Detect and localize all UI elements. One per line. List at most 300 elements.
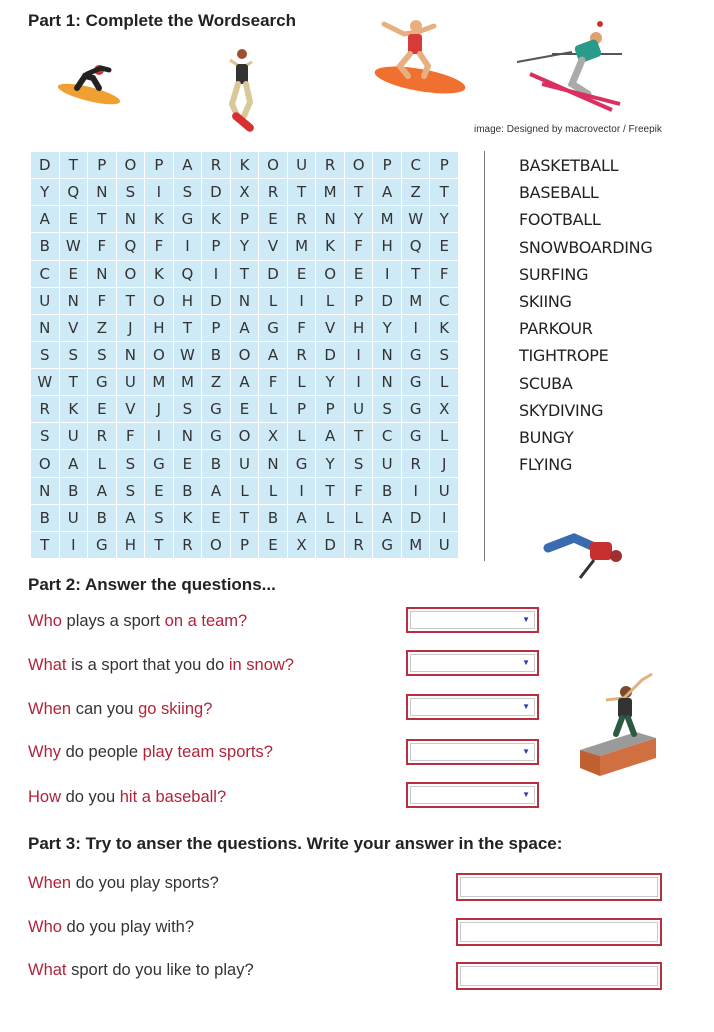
grid-cell: M xyxy=(402,288,430,314)
grid-cell: I xyxy=(430,505,458,531)
grid-cell: I xyxy=(145,179,173,205)
part1-title: Part 1: Complete the Wordsearch xyxy=(28,11,296,30)
answer-input-3[interactable] xyxy=(456,962,662,990)
word-item: SKYDIVING xyxy=(519,400,604,420)
grid-cell: T xyxy=(88,206,116,232)
answer-dropdown-4[interactable] xyxy=(406,739,539,765)
grid-cell: S xyxy=(60,342,88,368)
grid-cell: W xyxy=(402,206,430,232)
skier-icon xyxy=(512,14,624,114)
grid-cell: N xyxy=(117,342,145,368)
grid-cell: E xyxy=(145,478,173,504)
grid-cell: G xyxy=(402,369,430,395)
chevron-down-icon[interactable]: ▼ xyxy=(522,615,530,624)
grid-cell: E xyxy=(60,206,88,232)
grid-cell: A xyxy=(60,450,88,476)
grid-cell: J xyxy=(117,315,145,341)
grid-cell: V xyxy=(117,396,145,422)
grid-cell: G xyxy=(288,450,316,476)
grid-cell: U xyxy=(430,478,458,504)
question-text: can you xyxy=(71,700,139,718)
grid-cell: N xyxy=(88,261,116,287)
grid-cell: C xyxy=(31,261,59,287)
text-field[interactable] xyxy=(460,966,658,986)
grid-cell: Z xyxy=(202,369,230,395)
word-item: TIGHTROPE xyxy=(519,346,609,366)
question-word: What xyxy=(28,656,67,674)
grid-cell: R xyxy=(288,342,316,368)
grid-cell: D xyxy=(316,532,344,558)
grid-cell: O xyxy=(316,261,344,287)
question-word: What xyxy=(28,961,67,979)
question-text: sport do you like to play? xyxy=(66,961,254,979)
grid-cell: H xyxy=(145,315,173,341)
grid-cell: W xyxy=(60,233,88,259)
grid-cell: K xyxy=(316,233,344,259)
grid-cell: Z xyxy=(88,315,116,341)
grid-cell: B xyxy=(31,233,59,259)
grid-cell: B xyxy=(174,478,202,504)
grid-cell: M xyxy=(373,206,401,232)
grid-cell: H xyxy=(373,233,401,259)
grid-cell: Q xyxy=(60,179,88,205)
word-item: BASEBALL xyxy=(519,183,599,203)
dropdown-field[interactable] xyxy=(410,698,535,716)
grid-cell: I xyxy=(174,233,202,259)
grid-cell: L xyxy=(88,450,116,476)
grid-cell: J xyxy=(430,450,458,476)
grid-cell: T xyxy=(231,261,259,287)
grid-cell: G xyxy=(174,206,202,232)
question-3 xyxy=(28,700,212,719)
grid-cell: O xyxy=(202,532,230,558)
grid-cell: M xyxy=(174,369,202,395)
grid-cell: I xyxy=(345,342,373,368)
grid-cell: L xyxy=(288,423,316,449)
grid-cell: U xyxy=(60,423,88,449)
answer-input-2[interactable] xyxy=(456,918,662,946)
grid-cell: P xyxy=(430,152,458,178)
breakdancer-icon xyxy=(544,524,626,580)
grid-cell: B xyxy=(373,478,401,504)
grid-cell: N xyxy=(174,423,202,449)
grid-cell: E xyxy=(231,396,259,422)
grid-cell: L xyxy=(430,423,458,449)
grid-cell: G xyxy=(402,396,430,422)
grid-cell: U xyxy=(373,450,401,476)
grid-cell: S xyxy=(31,342,59,368)
grid-cell: V xyxy=(60,315,88,341)
grid-cell: U xyxy=(231,450,259,476)
grid-cell: S xyxy=(345,450,373,476)
grid-cell: F xyxy=(145,233,173,259)
grid-cell: R xyxy=(288,206,316,232)
grid-cell: J xyxy=(145,396,173,422)
grid-cell: U xyxy=(430,532,458,558)
grid-cell: N xyxy=(259,450,287,476)
grid-cell: A xyxy=(373,505,401,531)
grid-cell: I xyxy=(402,478,430,504)
grid-cell: E xyxy=(259,206,287,232)
grid-cell: Y xyxy=(373,315,401,341)
chevron-down-icon[interactable]: ▼ xyxy=(522,790,530,799)
grid-cell: U xyxy=(60,505,88,531)
grid-cell: T xyxy=(174,315,202,341)
grid-cell: S xyxy=(145,505,173,531)
question-5 xyxy=(28,788,226,807)
grid-cell: A xyxy=(202,478,230,504)
grid-cell: E xyxy=(288,261,316,287)
grid-cell: B xyxy=(202,342,230,368)
question-focus: on a team? xyxy=(164,612,248,630)
grid-cell: X xyxy=(231,179,259,205)
answer-dropdown-2[interactable] xyxy=(406,650,539,676)
grid-cell: O xyxy=(117,152,145,178)
grid-cell: P xyxy=(231,206,259,232)
skateboarder-icon xyxy=(218,46,262,134)
grid-cell: W xyxy=(174,342,202,368)
grid-cell: B xyxy=(202,450,230,476)
grid-cell: P xyxy=(345,288,373,314)
grid-cell: Y xyxy=(316,450,344,476)
dropdown-field[interactable] xyxy=(410,611,535,629)
grid-cell: O xyxy=(145,288,173,314)
grid-cell: D xyxy=(402,505,430,531)
grid-cell: K xyxy=(60,396,88,422)
open-question-2 xyxy=(28,918,194,937)
grid-cell: S xyxy=(174,179,202,205)
grid-cell: I xyxy=(145,423,173,449)
grid-cell: R xyxy=(402,450,430,476)
grid-cell: O xyxy=(31,450,59,476)
grid-cell: N xyxy=(31,478,59,504)
grid-cell: N xyxy=(31,315,59,341)
grid-cell: S xyxy=(430,342,458,368)
grid-cell: T xyxy=(31,532,59,558)
grid-cell: N xyxy=(117,206,145,232)
grid-cell: D xyxy=(259,261,287,287)
grid-cell: G xyxy=(373,532,401,558)
grid-cell: A xyxy=(174,152,202,178)
grid-cell: D xyxy=(316,342,344,368)
dropdown-field[interactable] xyxy=(410,786,535,804)
question-word: Why xyxy=(28,743,61,761)
grid-cell: R xyxy=(259,179,287,205)
grid-cell: C xyxy=(430,288,458,314)
grid-cell: T xyxy=(430,179,458,205)
grid-cell: D xyxy=(373,288,401,314)
grid-cell: G xyxy=(88,532,116,558)
grid-cell: E xyxy=(430,233,458,259)
grid-cell: S xyxy=(373,396,401,422)
grid-cell: T xyxy=(402,261,430,287)
part3-title: Part 3: Try to anser the questions. Write your answer in the space: xyxy=(28,834,563,853)
grid-cell: K xyxy=(430,315,458,341)
grid-cell: A xyxy=(231,315,259,341)
grid-cell: S xyxy=(174,396,202,422)
grid-cell: A xyxy=(373,179,401,205)
open-question-3 xyxy=(28,961,254,980)
grid-cell: I xyxy=(288,478,316,504)
grid-cell: F xyxy=(345,478,373,504)
dropdown-field[interactable] xyxy=(410,654,535,672)
grid-cell: L xyxy=(259,288,287,314)
grid-cell: O xyxy=(259,152,287,178)
grid-cell: O xyxy=(231,342,259,368)
question-word: When xyxy=(28,874,72,892)
grid-cell: T xyxy=(316,478,344,504)
grid-cell: F xyxy=(345,233,373,259)
chevron-down-icon[interactable]: ▼ xyxy=(522,747,530,756)
text-field[interactable] xyxy=(460,922,658,942)
grid-cell: R xyxy=(202,152,230,178)
grid-cell: G xyxy=(259,315,287,341)
grid-cell: P xyxy=(316,396,344,422)
grid-cell: I xyxy=(345,369,373,395)
grid-cell: G xyxy=(145,450,173,476)
grid-cell: L xyxy=(316,288,344,314)
grid-cell: N xyxy=(60,288,88,314)
grid-cell: T xyxy=(145,532,173,558)
grid-cell: N xyxy=(373,369,401,395)
grid-cell: K xyxy=(145,261,173,287)
grid-cell: Q xyxy=(117,233,145,259)
divider xyxy=(484,151,485,561)
grid-cell: P xyxy=(202,315,230,341)
grid-cell: N xyxy=(316,206,344,232)
grid-cell: D xyxy=(31,152,59,178)
grid-cell: N xyxy=(231,288,259,314)
grid-cell: V xyxy=(316,315,344,341)
grid-cell: L xyxy=(316,505,344,531)
dropdown-field[interactable] xyxy=(410,743,535,761)
grid-cell: K xyxy=(145,206,173,232)
part2-title: Part 2: Answer the questions... xyxy=(28,575,276,594)
open-question-1 xyxy=(28,874,219,893)
grid-cell: E xyxy=(60,261,88,287)
grid-cell: I xyxy=(60,532,88,558)
question-word: Who xyxy=(28,612,62,630)
answer-dropdown-5[interactable] xyxy=(406,782,539,808)
grid-cell: K xyxy=(174,505,202,531)
word-item: PARKOUR xyxy=(519,319,593,339)
grid-cell: S xyxy=(88,342,116,368)
grid-cell: P xyxy=(373,152,401,178)
grid-cell: L xyxy=(288,369,316,395)
grid-cell: E xyxy=(202,505,230,531)
grid-cell: D xyxy=(202,288,230,314)
grid-cell: Q xyxy=(174,261,202,287)
grid-cell: T xyxy=(288,179,316,205)
question-4 xyxy=(28,743,273,762)
grid-cell: N xyxy=(88,179,116,205)
text-field[interactable] xyxy=(460,877,658,897)
grid-cell: F xyxy=(117,423,145,449)
word-item: FLYING xyxy=(519,455,573,475)
chevron-down-icon[interactable]: ▼ xyxy=(522,702,530,711)
question-focus: hit a baseball? xyxy=(119,788,227,806)
grid-cell: O xyxy=(145,342,173,368)
grid-cell: A xyxy=(259,342,287,368)
grid-cell: R xyxy=(88,423,116,449)
grid-cell: S xyxy=(117,179,145,205)
answer-dropdown-1[interactable] xyxy=(406,607,539,633)
chevron-down-icon[interactable]: ▼ xyxy=(522,658,530,667)
grid-cell: I xyxy=(288,288,316,314)
question-text: is a sport that you do xyxy=(66,656,229,674)
grid-cell: E xyxy=(259,532,287,558)
word-item: SNOWBOARDING xyxy=(519,237,653,257)
question-focus: in snow? xyxy=(228,656,294,674)
question-word: When xyxy=(28,700,72,718)
word-item: FOOTBALL xyxy=(519,210,601,230)
grid-cell: P xyxy=(202,233,230,259)
question-text: plays a sport xyxy=(61,612,165,630)
grid-cell: B xyxy=(60,478,88,504)
grid-cell: G xyxy=(202,423,230,449)
grid-cell: I xyxy=(402,315,430,341)
grid-cell: N xyxy=(373,342,401,368)
grid-cell: G xyxy=(88,369,116,395)
grid-cell: T xyxy=(231,505,259,531)
grid-cell: P xyxy=(288,396,316,422)
word-item: SCUBA xyxy=(519,373,573,393)
grid-cell: X xyxy=(259,423,287,449)
grid-cell: S xyxy=(117,478,145,504)
grid-cell: L xyxy=(259,396,287,422)
question-text: do you xyxy=(61,788,120,806)
grid-cell: A xyxy=(316,423,344,449)
grid-cell: O xyxy=(231,423,259,449)
grid-cell: X xyxy=(288,532,316,558)
word-item: SURFING xyxy=(519,264,589,284)
grid-cell: W xyxy=(31,369,59,395)
grid-cell: U xyxy=(117,369,145,395)
grid-cell: A xyxy=(31,206,59,232)
grid-cell: O xyxy=(117,261,145,287)
grid-cell: L xyxy=(259,478,287,504)
question-2 xyxy=(28,656,294,675)
grid-cell: Z xyxy=(402,179,430,205)
grid-cell: F xyxy=(88,288,116,314)
grid-cell: S xyxy=(117,450,145,476)
grid-cell: I xyxy=(373,261,401,287)
grid-cell: F xyxy=(288,315,316,341)
question-focus: play team sports? xyxy=(142,743,273,761)
grid-cell: F xyxy=(88,233,116,259)
grid-cell: F xyxy=(430,261,458,287)
grid-cell: G xyxy=(402,423,430,449)
grid-cell: T xyxy=(60,152,88,178)
grid-cell: T xyxy=(117,288,145,314)
grid-cell: P xyxy=(88,152,116,178)
grid-cell: M xyxy=(288,233,316,259)
question-word: How xyxy=(28,788,62,806)
grid-cell: H xyxy=(117,532,145,558)
grid-cell: U xyxy=(288,152,316,178)
question-focus: go skiing? xyxy=(138,700,213,718)
answer-dropdown-3[interactable] xyxy=(406,694,539,720)
grid-cell: R xyxy=(345,532,373,558)
grid-cell: Y xyxy=(430,206,458,232)
surfer-icon xyxy=(374,16,468,100)
word-item: BASKETBALL xyxy=(519,156,619,175)
grid-cell: E xyxy=(174,450,202,476)
grid-cell: M xyxy=(145,369,173,395)
grid-cell: E xyxy=(88,396,116,422)
grid-cell: T xyxy=(345,179,373,205)
grid-cell: U xyxy=(31,288,59,314)
grid-cell: A xyxy=(288,505,316,531)
grid-cell: G xyxy=(202,396,230,422)
grid-cell: Y xyxy=(316,369,344,395)
grid-cell: R xyxy=(31,396,59,422)
rail-skater-icon xyxy=(576,672,660,782)
grid-cell: G xyxy=(402,342,430,368)
grid-cell: Y xyxy=(31,179,59,205)
grid-cell: L xyxy=(430,369,458,395)
grid-cell: H xyxy=(174,288,202,314)
grid-cell: V xyxy=(259,233,287,259)
answer-input-1[interactable] xyxy=(456,873,662,901)
snowboarder-icon xyxy=(55,58,125,113)
grid-cell: Y xyxy=(345,206,373,232)
grid-cell: R xyxy=(316,152,344,178)
word-item: BUNGY xyxy=(519,427,574,447)
question-word: Who xyxy=(28,918,62,936)
grid-cell: M xyxy=(316,179,344,205)
grid-cell: C xyxy=(402,152,430,178)
grid-cell: Q xyxy=(402,233,430,259)
grid-cell: F xyxy=(259,369,287,395)
grid-cell: L xyxy=(345,505,373,531)
grid-cell: B xyxy=(259,505,287,531)
grid-cell: T xyxy=(345,423,373,449)
word-item: SKIING xyxy=(519,291,572,311)
word-list xyxy=(519,152,652,478)
grid-cell: A xyxy=(117,505,145,531)
grid-cell: L xyxy=(231,478,259,504)
image-credit: image: Designed by macrovector / Freepik xyxy=(474,124,662,135)
grid-cell: T xyxy=(60,369,88,395)
grid-cell: M xyxy=(402,532,430,558)
grid-cell: H xyxy=(345,315,373,341)
grid-cell: B xyxy=(31,505,59,531)
grid-cell: S xyxy=(31,423,59,449)
grid-cell: B xyxy=(88,505,116,531)
question-text: do you play with? xyxy=(61,918,195,936)
question-text: do people xyxy=(61,743,143,761)
grid-cell: A xyxy=(231,369,259,395)
grid-cell: I xyxy=(202,261,230,287)
grid-cell: E xyxy=(345,261,373,287)
grid-cell: R xyxy=(174,532,202,558)
grid-cell: X xyxy=(430,396,458,422)
grid-cell: Y xyxy=(231,233,259,259)
grid-cell: P xyxy=(145,152,173,178)
question-text: do you play sports? xyxy=(71,874,219,892)
grid-cell: O xyxy=(345,152,373,178)
grid-cell: D xyxy=(202,179,230,205)
grid-cell: K xyxy=(202,206,230,232)
grid-cell: A xyxy=(88,478,116,504)
wordsearch-grid xyxy=(30,151,459,559)
grid-cell: P xyxy=(231,532,259,558)
grid-cell: K xyxy=(231,152,259,178)
question-1 xyxy=(28,612,247,631)
grid-cell: U xyxy=(345,396,373,422)
grid-cell: C xyxy=(373,423,401,449)
